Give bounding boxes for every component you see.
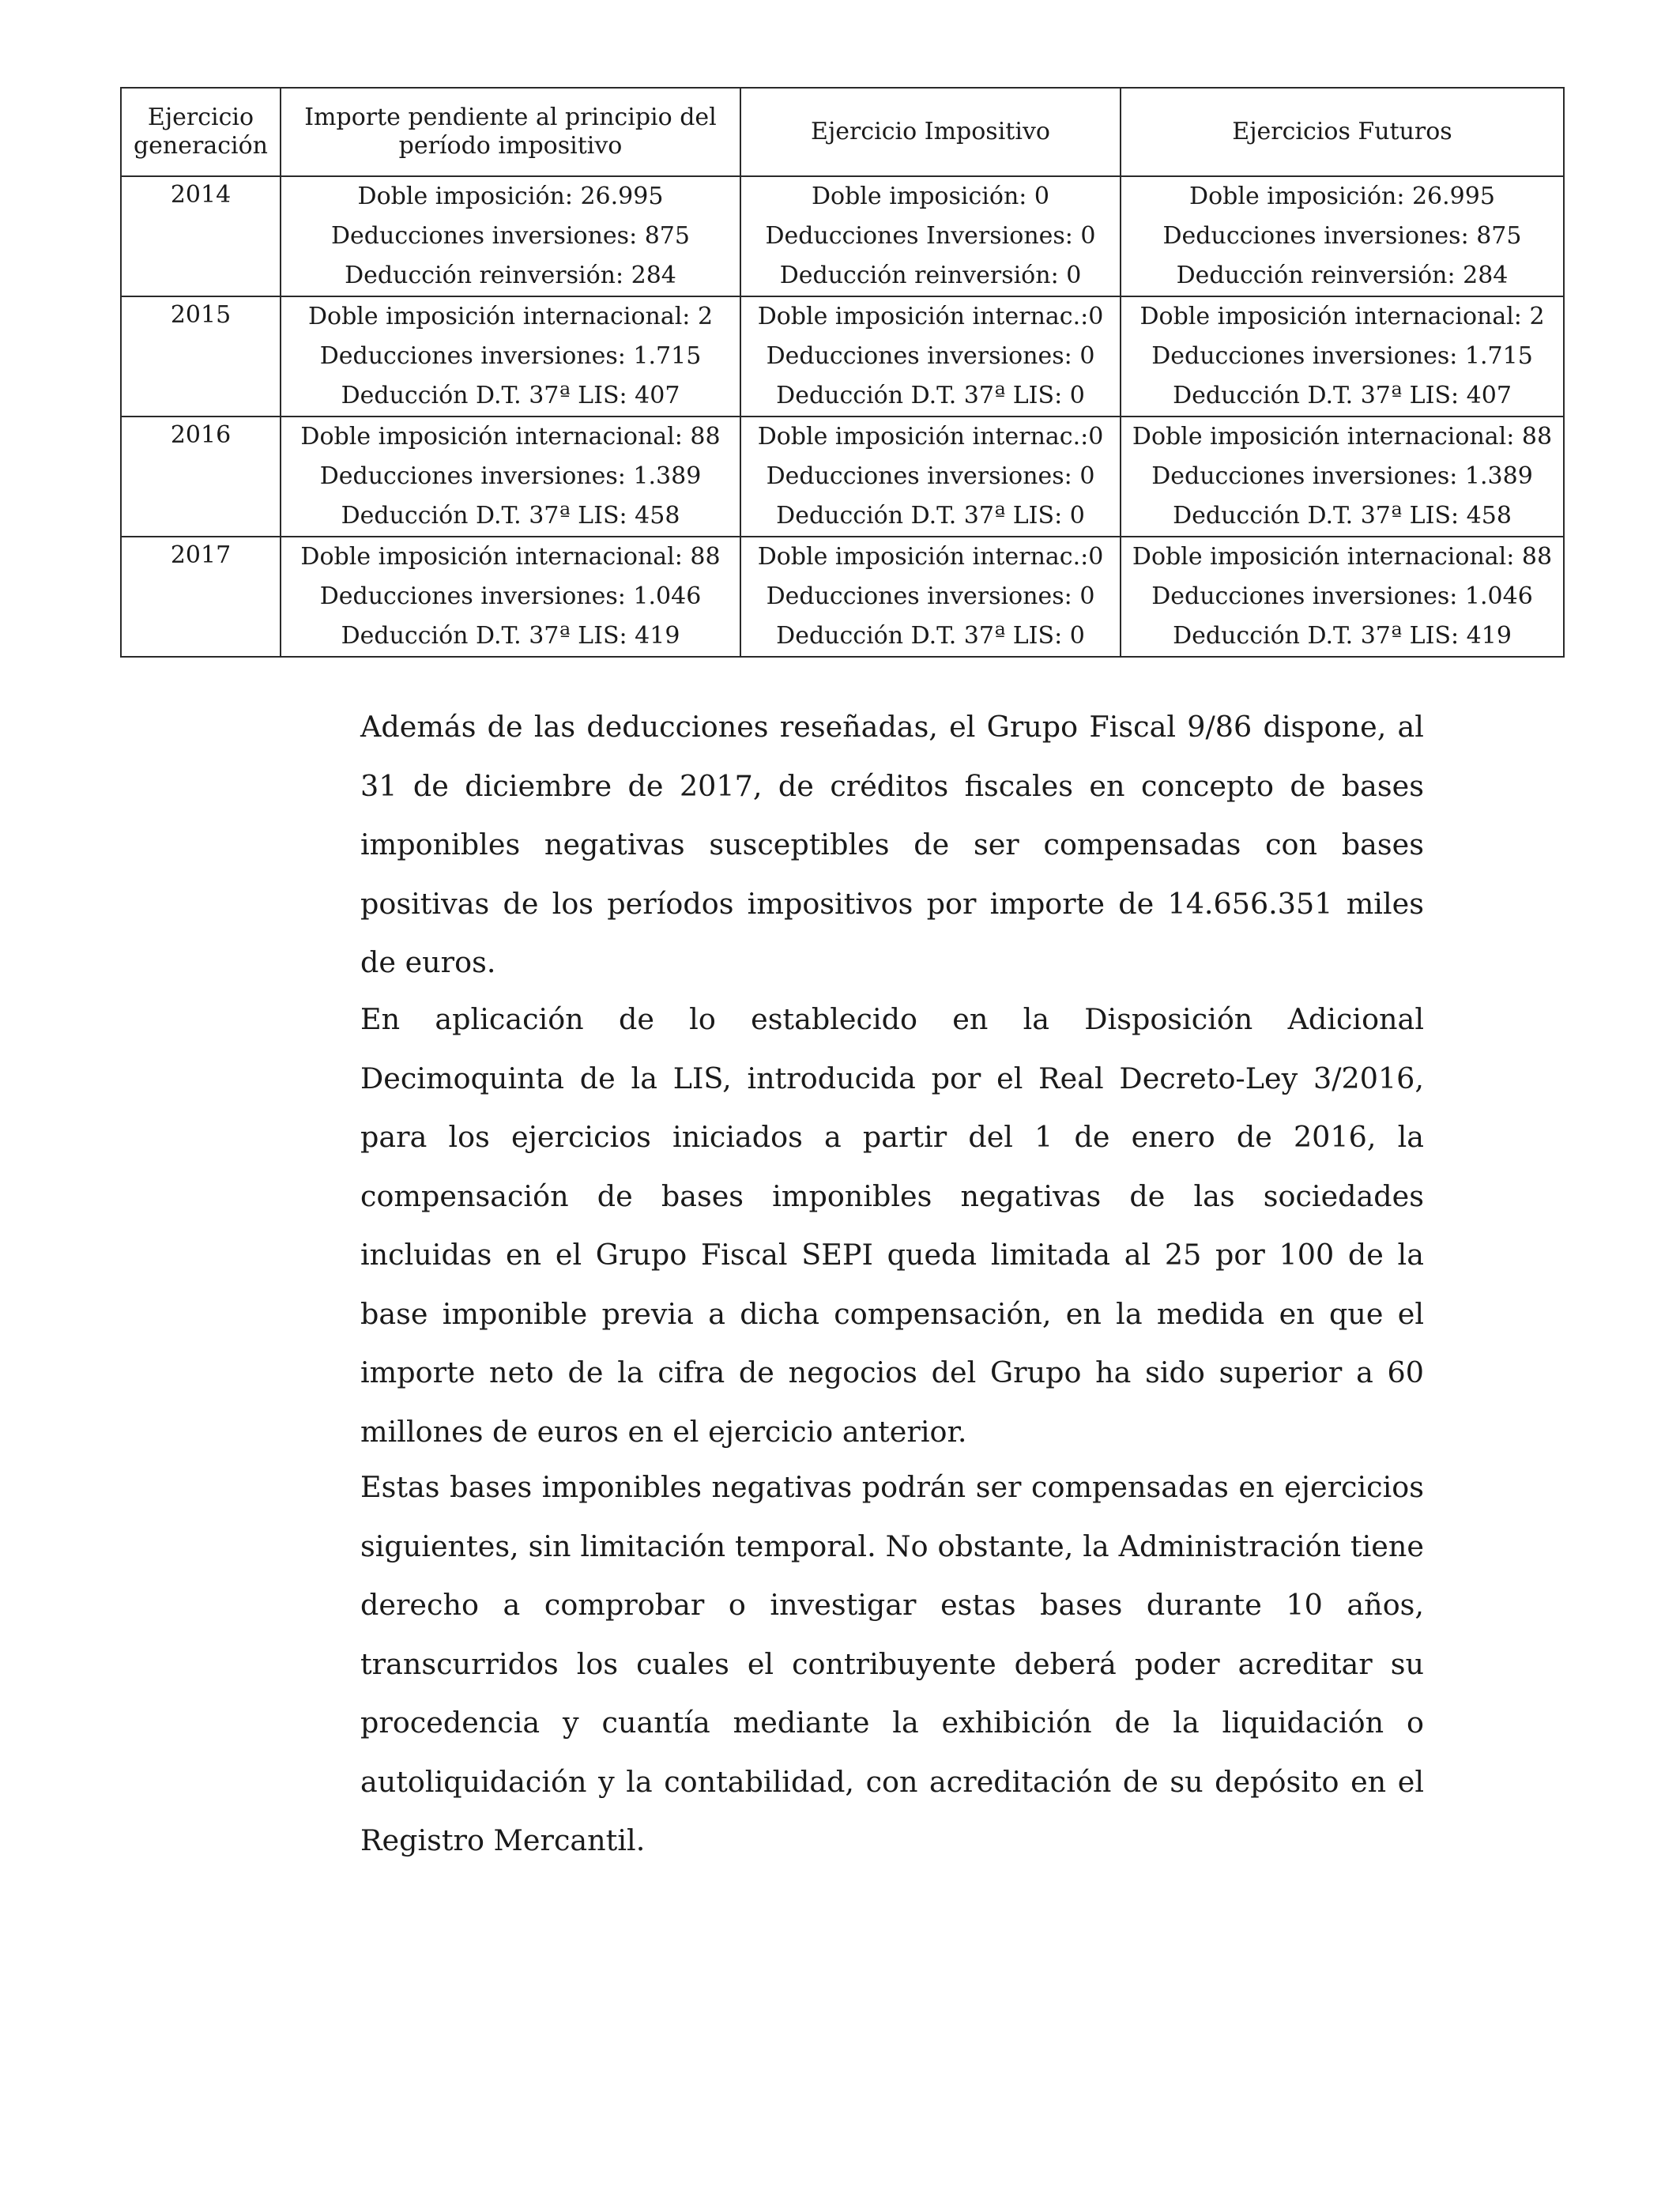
cell-line: Deducción D.T. 37ª LIS: 419 (1173, 622, 1512, 650)
cell-line: Deducciones inversiones: 1.389 (319, 462, 702, 490)
cell-line: Doble imposición: 26.995 (1189, 183, 1495, 210)
cell-line: Deducción D.T. 37ª LIS: 0 (776, 382, 1085, 409)
cell-line: Deducción D.T. 37ª LIS: 458 (1173, 502, 1512, 530)
paragraph-text: Estas bases imponibles negativas podrán ser compensadas en ejercicios siguientes, sin limitación temporal. No obstante, la Administración tiene derecho a comprobar o investigar estas bases durante 10 años, transcurridos los cuales el contribuyente deberá poder acreditar su procedencia y cuantía mediante la exhibición de la liquidación o autoliquidación y la contabilidad, con acreditación de su depósito en el Registro Mercantil. (360, 1470, 1424, 1857)
year-cell: 2015 (121, 296, 281, 417)
cell-line: Deducciones inversiones: 0 (766, 462, 1095, 490)
cell-line: Doble imposición internacional: 2 (1139, 303, 1545, 330)
cell-line: Deducción reinversión: 284 (1176, 262, 1509, 289)
paragraph-bases-imponibles (360, 698, 1424, 993)
year-cell: 2014 (121, 176, 281, 296)
header-ejercicio-impositivo: Ejercicio Impositivo (740, 88, 1121, 176)
pendiente-cell (281, 176, 740, 296)
table-row (121, 417, 1564, 537)
table-header-row (121, 88, 1564, 176)
pendiente-cell (281, 417, 740, 537)
table-row (121, 537, 1564, 657)
futuros-cell (1121, 176, 1564, 296)
header-importe-pendiente: Importe pendiente al principio del período impositivo (281, 88, 740, 176)
cell-line: Doble imposición internacional: 88 (300, 543, 721, 571)
futuros-cell (1121, 296, 1564, 417)
cell-line: Deducciones inversiones: 1.715 (1151, 342, 1533, 370)
cell-line: Deducciones inversiones: 875 (331, 222, 690, 250)
table-row (121, 176, 1564, 296)
pendiente-cell (281, 296, 740, 417)
cell-line: Deducción D.T. 37ª LIS: 458 (341, 502, 680, 530)
futuros-cell (1121, 417, 1564, 537)
impositivo-cell (740, 417, 1121, 537)
paragraph-compensacion (360, 1458, 1424, 1871)
impositivo-cell (740, 296, 1121, 417)
year-cell: 2016 (121, 417, 281, 537)
year-cell: 2017 (121, 537, 281, 657)
paragraph-disposicion-adicional (360, 990, 1424, 1461)
cell-line: Deducciones inversiones: 1.715 (319, 342, 702, 370)
cell-line: Doble imposición: 26.995 (357, 183, 664, 210)
cell-line: Deducciones inversiones: 1.046 (1151, 582, 1533, 610)
cell-line: Doble imposición internac.:0 (757, 303, 1104, 330)
paragraph-text: En aplicación de lo establecido en la Disposición Adicional Decimoquinta de la LIS, introducida por el Real Decreto-Ley 3/2016, para los ejercicios iniciados a partir del 1 de enero de 2016, la compensación de bases imponibles negativas de las sociedades incluidas en el Grupo Fiscal SEPI queda limitada al 25 por 100 de la base imponible previa a dicha compensación, en la medida en que el importe neto de la cifra de negocios del Grupo ha sido superior a 60 millones de euros en el ejercicio anterior. (360, 1002, 1424, 1449)
cell-line: Deducción D.T. 37ª LIS: 419 (341, 622, 680, 650)
header-ejercicios-futuros: Ejercicios Futuros (1121, 88, 1564, 176)
cell-line: Deducción D.T. 37ª LIS: 0 (776, 622, 1085, 650)
cell-line: Deducciones inversiones: 0 (766, 342, 1095, 370)
table-row (121, 296, 1564, 417)
cell-line: Doble imposición internacional: 88 (300, 423, 721, 450)
impositivo-cell (740, 176, 1121, 296)
cell-line: Doble imposición internacional: 2 (307, 303, 714, 330)
cell-line: Deducciones inversiones: 0 (766, 582, 1095, 610)
cell-line: Deducción D.T. 37ª LIS: 407 (341, 382, 680, 409)
impositivo-cell (740, 537, 1121, 657)
cell-line: Deducciones inversiones: 1.046 (319, 582, 702, 610)
cell-line: Doble imposición internac.:0 (757, 423, 1104, 450)
cell-line: Deducciones inversiones: 1.389 (1151, 462, 1533, 490)
cell-line: Deducción reinversión: 284 (345, 262, 676, 289)
cell-line: Deducción reinversión: 0 (779, 262, 1082, 289)
cell-line: Deducciones inversiones: 875 (1162, 222, 1522, 250)
cell-line: Deducción D.T. 37ª LIS: 0 (776, 502, 1085, 530)
cell-line: Doble imposición: 0 (811, 183, 1049, 210)
cell-line: Deducción D.T. 37ª LIS: 407 (1173, 382, 1512, 409)
pendiente-cell (281, 537, 740, 657)
deductions-table (120, 87, 1565, 658)
cell-line: Doble imposición internacional: 88 (1132, 543, 1553, 571)
cell-line: Doble imposición internacional: 88 (1132, 423, 1553, 450)
cell-line: Doble imposición internac.:0 (757, 543, 1104, 571)
paragraph-text: Además de las deducciones reseñadas, el Grupo Fiscal 9/86 dispone, al 31 de diciembre de 2017, de créditos fiscales en concepto de bases imponibles negativas susceptibles de ser compensadas con bases positivas de los períodos impositivos por importe de 14.656.351 miles de euros. (360, 710, 1424, 979)
futuros-cell (1121, 537, 1564, 657)
cell-line: Deducciones Inversiones: 0 (765, 222, 1096, 250)
header-ejercicio-generacion: Ejercicio generación (121, 88, 281, 176)
